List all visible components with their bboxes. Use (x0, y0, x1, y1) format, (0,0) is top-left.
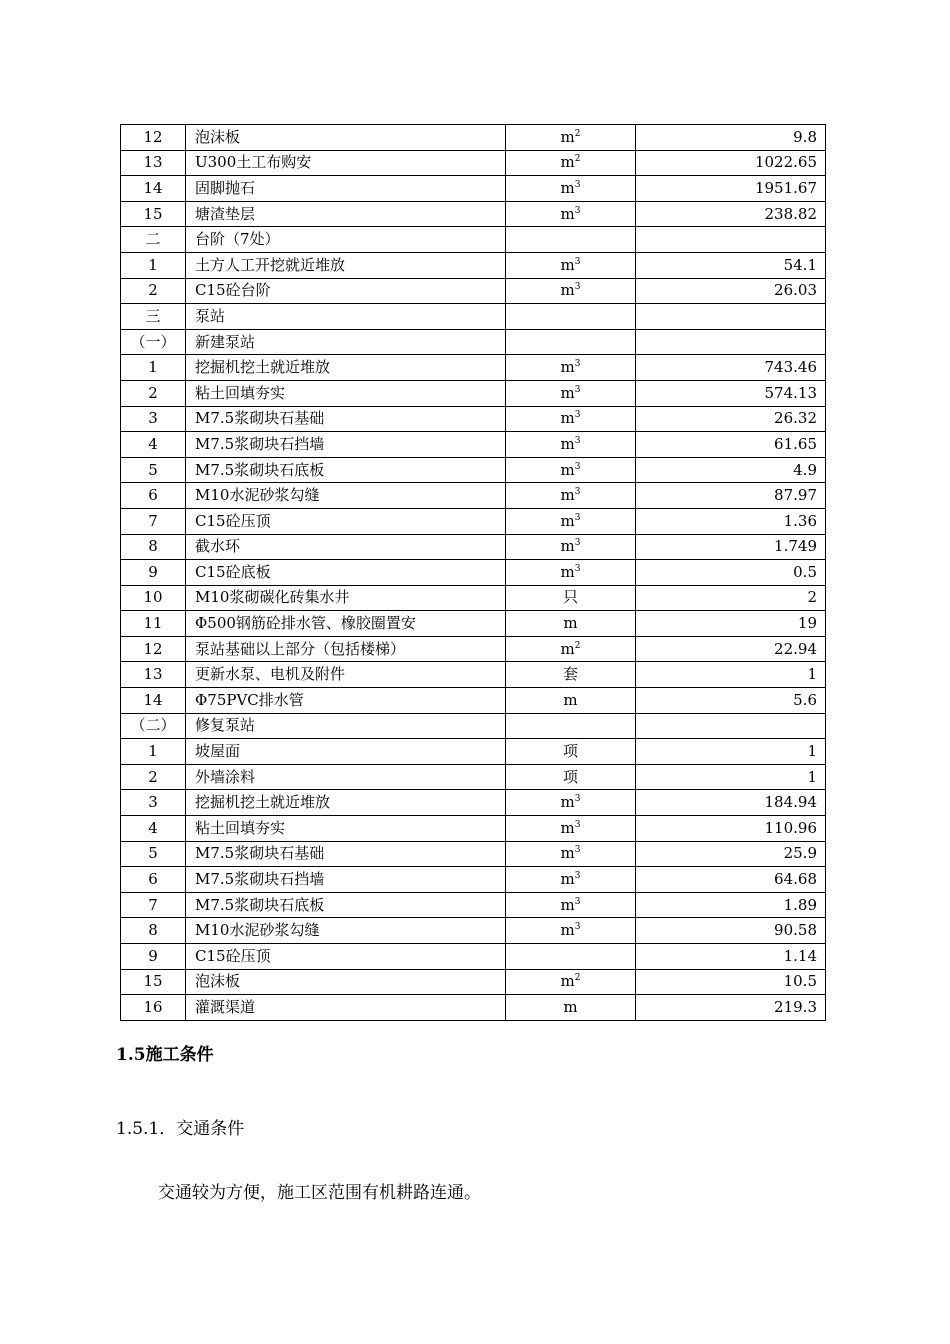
row-number-cell: 二 (121, 227, 186, 253)
unit-cell (506, 457, 636, 483)
table-row (121, 125, 826, 151)
item-name-cell: 坡屋面 (186, 739, 506, 765)
unit-cell (506, 611, 636, 637)
row-number-cell: 12 (121, 125, 186, 151)
unit-text: m (560, 921, 575, 940)
quantity-cell: 64.68 (636, 867, 826, 893)
unit-text: m (560, 486, 575, 505)
row-number-cell: 7 (121, 892, 186, 918)
quantity-cell: 1.89 (636, 892, 826, 918)
item-name-cell: M7.5浆砌块石底板 (186, 892, 506, 918)
unit-exponent: 3 (574, 359, 581, 370)
quantity-cell: 1 (636, 739, 826, 765)
table-row (121, 176, 826, 202)
item-name-cell: M7.5浆砌块石挡墙 (186, 432, 506, 458)
row-number-cell: （二） (121, 713, 186, 739)
table-row (121, 662, 826, 688)
unit-text: m (560, 204, 575, 223)
unit-text: m (560, 639, 575, 658)
unit-exponent: 3 (574, 205, 581, 216)
quantity-cell: 22.94 (636, 636, 826, 662)
row-number-cell: 4 (121, 432, 186, 458)
item-name-cell: 挖掘机挖土就近堆放 (186, 790, 506, 816)
item-name-cell: 泵站 (186, 304, 506, 330)
unit-cell (506, 713, 636, 739)
quantity-cell: 1.749 (636, 534, 826, 560)
unit-cell (506, 918, 636, 944)
unit-exponent: 3 (574, 282, 581, 293)
quantity-cell: 26.03 (636, 278, 826, 304)
item-name-cell: 泵站基础以上部分（包括楼梯） (186, 636, 506, 662)
row-number-cell: 3 (121, 406, 186, 432)
unit-text: 项 (562, 767, 578, 786)
unit-text: m (560, 818, 575, 837)
unit-cell (506, 355, 636, 381)
unit-cell (506, 252, 636, 278)
table-row (121, 560, 826, 586)
unit-cell (506, 867, 636, 893)
unit-cell (506, 534, 636, 560)
item-name-cell: 更新水泵、电机及附件 (186, 662, 506, 688)
item-name-cell: 外墙涂料 (186, 764, 506, 790)
unit-cell (506, 278, 636, 304)
quantity-cell: 0.5 (636, 560, 826, 586)
item-name-cell: 固脚抛石 (186, 176, 506, 202)
table-row (121, 739, 826, 765)
quantity-table-body (121, 125, 826, 1021)
unit-cell (506, 790, 636, 816)
unit-text: m (560, 562, 575, 581)
quantity-cell: 1.14 (636, 944, 826, 970)
row-number-cell: 三 (121, 304, 186, 330)
unit-cell (506, 764, 636, 790)
quantity-cell (636, 713, 826, 739)
table-row (121, 406, 826, 432)
unit-exponent: 3 (574, 256, 581, 267)
unit-cell (506, 201, 636, 227)
unit-text: m (560, 409, 575, 428)
unit-text: 项 (562, 742, 578, 761)
item-name-cell: 修复泵站 (186, 713, 506, 739)
row-number-cell: 14 (121, 176, 186, 202)
row-number-cell: 15 (121, 201, 186, 227)
row-number-cell: 1 (121, 355, 186, 381)
unit-text: m (560, 793, 575, 812)
item-name-cell: 粘土回填夯实 (186, 816, 506, 842)
unit-exponent: 2 (574, 640, 581, 651)
unit-exponent: 3 (574, 871, 581, 882)
row-number-cell: 12 (121, 636, 186, 662)
section-heading: 1.5施工条件 (116, 1045, 214, 1065)
quantity-cell: 19 (636, 611, 826, 637)
unit-text: m (560, 844, 575, 863)
row-number-cell: 8 (121, 918, 186, 944)
unit-text: m (560, 870, 575, 889)
unit-cell (506, 304, 636, 330)
table-row (121, 867, 826, 893)
unit-cell (506, 432, 636, 458)
table-row (121, 380, 826, 406)
unit-cell (506, 406, 636, 432)
row-number-cell: 14 (121, 688, 186, 714)
unit-cell (506, 176, 636, 202)
quantity-cell: 1 (636, 662, 826, 688)
row-number-cell: 5 (121, 841, 186, 867)
item-name-cell: 截水环 (186, 534, 506, 560)
quantity-cell: 5.6 (636, 688, 826, 714)
row-number-cell: 1 (121, 252, 186, 278)
unit-text: m (560, 255, 575, 274)
unit-exponent: 3 (574, 435, 581, 446)
unit-exponent: 3 (574, 819, 581, 830)
unit-text: m (560, 895, 575, 914)
unit-cell (506, 636, 636, 662)
unit-exponent: 3 (574, 538, 581, 549)
item-name-cell: Φ75PVC排水管 (186, 688, 506, 714)
unit-cell (506, 841, 636, 867)
unit-cell (506, 329, 636, 355)
row-number-cell: 5 (121, 457, 186, 483)
unit-exponent: 3 (574, 461, 581, 472)
unit-text: m (560, 511, 575, 530)
unit-exponent: 3 (574, 179, 581, 190)
quantity-cell: 54.1 (636, 252, 826, 278)
item-name-cell: Φ500钢筋砼排水管、橡胶圈置安 (186, 611, 506, 637)
table-row (121, 483, 826, 509)
unit-cell (506, 508, 636, 534)
table-row (121, 201, 826, 227)
table-row (121, 150, 826, 176)
quantity-cell: 219.3 (636, 995, 826, 1021)
row-number-cell: （一） (121, 329, 186, 355)
unit-exponent: 3 (574, 845, 581, 856)
unit-cell (506, 944, 636, 970)
quantity-cell (636, 329, 826, 355)
table-row (121, 508, 826, 534)
quantity-cell: 1.36 (636, 508, 826, 534)
table-row (121, 918, 826, 944)
unit-text: 套 (562, 665, 578, 684)
table-row (121, 713, 826, 739)
item-name-cell: 塘渣垫层 (186, 201, 506, 227)
quantity-cell (636, 304, 826, 330)
quantity-cell: 9.8 (636, 125, 826, 151)
item-name-cell: M7.5浆砌块石基础 (186, 406, 506, 432)
unit-text: m (560, 153, 575, 172)
unit-exponent: 2 (574, 128, 581, 139)
unit-cell (506, 662, 636, 688)
unit-text: m (560, 127, 575, 146)
quantity-cell: 4.9 (636, 457, 826, 483)
table-row (121, 432, 826, 458)
table-row (121, 636, 826, 662)
unit-text: m (563, 997, 578, 1016)
unit-cell (506, 816, 636, 842)
unit-cell (506, 688, 636, 714)
unit-cell (506, 969, 636, 995)
quantity-cell: 110.96 (636, 816, 826, 842)
table-row (121, 611, 826, 637)
quantity-cell: 10.5 (636, 969, 826, 995)
unit-text: m (560, 434, 575, 453)
table-row (121, 969, 826, 995)
quantity-cell: 61.65 (636, 432, 826, 458)
unit-cell (506, 560, 636, 586)
item-name-cell: 台阶（7处） (186, 227, 506, 253)
table-row (121, 304, 826, 330)
quantity-cell: 90.58 (636, 918, 826, 944)
quantity-cell: 743.46 (636, 355, 826, 381)
item-name-cell: C15砼底板 (186, 560, 506, 586)
table-row (121, 944, 826, 970)
table-row (121, 816, 826, 842)
table-row (121, 534, 826, 560)
unit-text: m (560, 460, 575, 479)
body-paragraph: 交通较为方便，施工区范围有机耕路连通。 (158, 1183, 481, 1203)
item-name-cell: U300土工布购安 (186, 150, 506, 176)
unit-cell (506, 892, 636, 918)
row-number-cell: 2 (121, 278, 186, 304)
row-number-cell: 2 (121, 380, 186, 406)
unit-cell (506, 150, 636, 176)
quantity-cell: 87.97 (636, 483, 826, 509)
quantity-cell: 184.94 (636, 790, 826, 816)
item-name-cell: M7.5浆砌块石挡墙 (186, 867, 506, 893)
table-row (121, 227, 826, 253)
table-row (121, 995, 826, 1021)
unit-cell (506, 483, 636, 509)
unit-exponent: 3 (574, 922, 581, 933)
row-number-cell: 8 (121, 534, 186, 560)
unit-exponent: 3 (574, 896, 581, 907)
row-number-cell: 13 (121, 662, 186, 688)
row-number-cell: 9 (121, 560, 186, 586)
table-row (121, 278, 826, 304)
row-number-cell: 10 (121, 585, 186, 611)
table-row (121, 329, 826, 355)
row-number-cell: 13 (121, 150, 186, 176)
unit-cell (506, 995, 636, 1021)
unit-exponent: 3 (574, 794, 581, 805)
item-name-cell: C15砼台阶 (186, 278, 506, 304)
table-row (121, 585, 826, 611)
table-row (121, 841, 826, 867)
unit-exponent: 2 (574, 973, 581, 984)
unit-text: m (563, 690, 578, 709)
item-name-cell: 泡沫板 (186, 969, 506, 995)
unit-text: 只 (562, 588, 578, 607)
quantity-cell (636, 227, 826, 253)
unit-exponent: 3 (574, 563, 581, 574)
unit-cell (506, 380, 636, 406)
row-number-cell: 11 (121, 611, 186, 637)
table-row (121, 764, 826, 790)
unit-text: m (560, 358, 575, 377)
item-name-cell: 粘土回填夯实 (186, 380, 506, 406)
table-row (121, 688, 826, 714)
quantity-cell: 238.82 (636, 201, 826, 227)
row-number-cell: 1 (121, 739, 186, 765)
row-number-cell: 6 (121, 867, 186, 893)
row-number-cell: 3 (121, 790, 186, 816)
table-row (121, 790, 826, 816)
item-name-cell: 新建泵站 (186, 329, 506, 355)
unit-exponent: 3 (574, 410, 581, 421)
unit-exponent: 3 (574, 512, 581, 523)
item-name-cell: 灌溉渠道 (186, 995, 506, 1021)
unit-text: m (560, 383, 575, 402)
unit-text: m (560, 281, 575, 300)
row-number-cell: 15 (121, 969, 186, 995)
quantity-cell: 1951.67 (636, 176, 826, 202)
table-row (121, 252, 826, 278)
quantity-cell: 25.9 (636, 841, 826, 867)
row-number-cell: 6 (121, 483, 186, 509)
row-number-cell: 4 (121, 816, 186, 842)
unit-text: m (560, 972, 575, 991)
quantity-cell: 26.32 (636, 406, 826, 432)
unit-cell (506, 227, 636, 253)
item-name-cell: M7.5浆砌块石基础 (186, 841, 506, 867)
unit-exponent: 2 (574, 154, 581, 165)
table-row (121, 892, 826, 918)
unit-text: m (560, 178, 575, 197)
table-row (121, 355, 826, 381)
unit-exponent: 3 (574, 487, 581, 498)
item-name-cell: 土方人工开挖就近堆放 (186, 252, 506, 278)
quantity-cell: 2 (636, 585, 826, 611)
unit-exponent: 3 (574, 384, 581, 395)
item-name-cell: M10水泥砂浆勾缝 (186, 483, 506, 509)
item-name-cell: 挖掘机挖土就近堆放 (186, 355, 506, 381)
item-name-cell: C15砼压顶 (186, 944, 506, 970)
quantity-cell: 574.13 (636, 380, 826, 406)
item-name-cell: M7.5浆砌块石底板 (186, 457, 506, 483)
item-name-cell: M10水泥砂浆勾缝 (186, 918, 506, 944)
item-name-cell: 泡沫板 (186, 125, 506, 151)
table-row (121, 457, 826, 483)
row-number-cell: 9 (121, 944, 186, 970)
unit-text: m (560, 537, 575, 556)
row-number-cell: 2 (121, 764, 186, 790)
subsection-heading: 1.5.1．交通条件 (116, 1119, 245, 1139)
item-name-cell: C15砼压顶 (186, 508, 506, 534)
row-number-cell: 16 (121, 995, 186, 1021)
unit-cell (506, 739, 636, 765)
item-name-cell: M10浆砌碳化砖集水井 (186, 585, 506, 611)
unit-text: m (563, 614, 578, 633)
quantity-cell: 1 (636, 764, 826, 790)
row-number-cell: 7 (121, 508, 186, 534)
quantity-cell: 1022.65 (636, 150, 826, 176)
unit-cell (506, 585, 636, 611)
unit-cell (506, 125, 636, 151)
quantity-table (120, 124, 826, 1021)
